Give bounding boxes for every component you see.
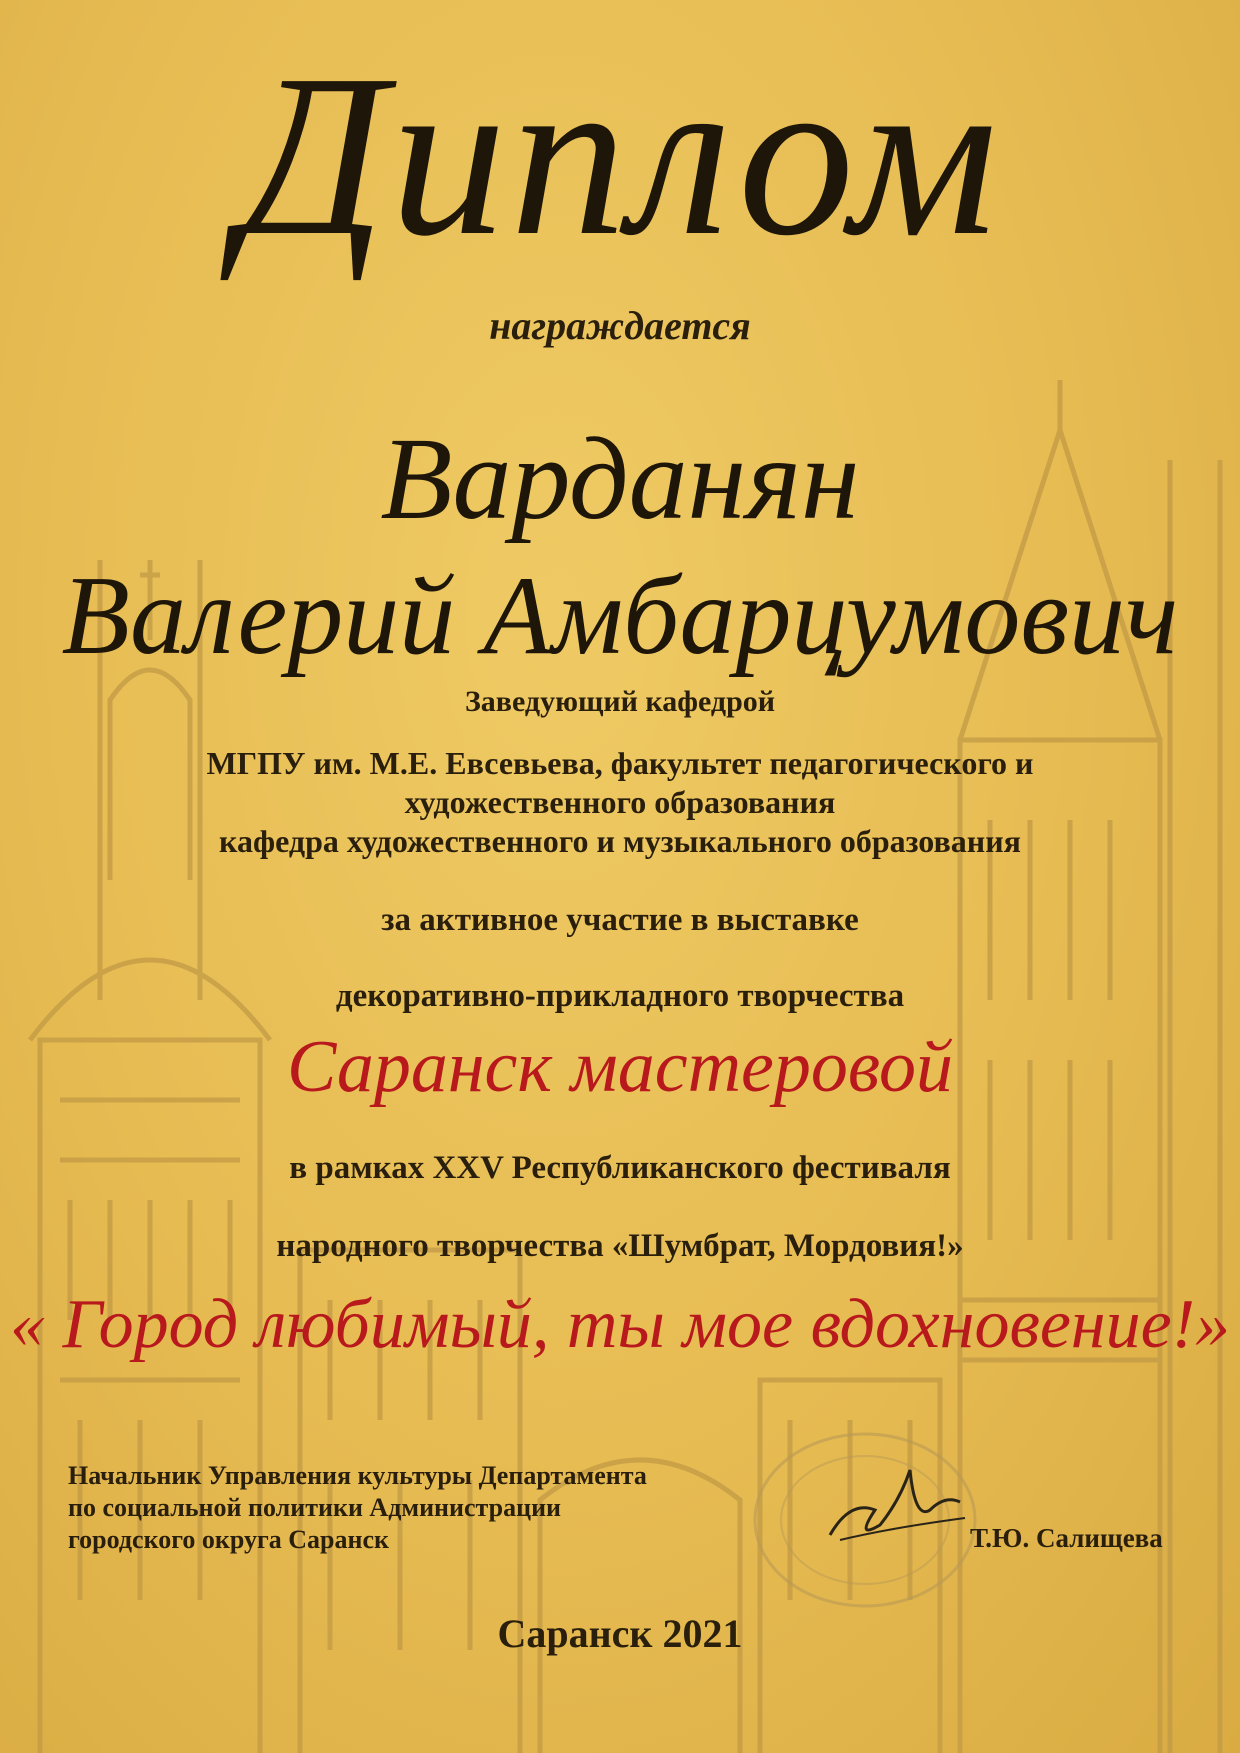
recipient-position: Заведующий кафедрой bbox=[464, 685, 776, 718]
signatory-title-line: Начальник Управления культуры Департамента bbox=[68, 1461, 647, 1490]
handwritten-signature bbox=[820, 1440, 970, 1560]
organization-line: художественного образования bbox=[404, 784, 836, 820]
festival-motto: « Город любимый, ты мое вдохновение!» bbox=[9, 1286, 1231, 1363]
organization-line: МГПУ им. М.Е. Евсевьева, факультет педагогического и bbox=[206, 745, 1034, 781]
organization-line: кафедра художественного и музыкального образования bbox=[219, 823, 1021, 859]
exhibition-name: Саранск мастеровой bbox=[286, 1026, 954, 1108]
reason-line-1: за активное участие в выставке bbox=[381, 902, 859, 938]
festival-line-2: народного творчества «Шумбрат, Мордовия!» bbox=[276, 1228, 964, 1264]
signatory-title bbox=[68, 1460, 788, 1556]
recipient-organization bbox=[0, 744, 1240, 861]
awarded-label: награждается bbox=[489, 303, 751, 348]
signatory-name: Т.Ю. Салищева bbox=[970, 1523, 1163, 1553]
festival-line-1: в рамках XXV Республиканского фестиваля bbox=[289, 1150, 951, 1186]
signatory-title-line: по социальной политики Администрации bbox=[68, 1493, 562, 1522]
recipient-surname: Варданян bbox=[380, 413, 860, 544]
reason-line-2: декоративно-прикладного творчества bbox=[335, 978, 905, 1014]
diploma-title: Диплом bbox=[238, 27, 1002, 284]
place-and-year: Саранск 2021 bbox=[497, 1611, 743, 1656]
recipient-given-names: Валерий Амбарцумович bbox=[61, 554, 1179, 678]
signatory-title-line: городского округа Саранск bbox=[68, 1525, 390, 1554]
